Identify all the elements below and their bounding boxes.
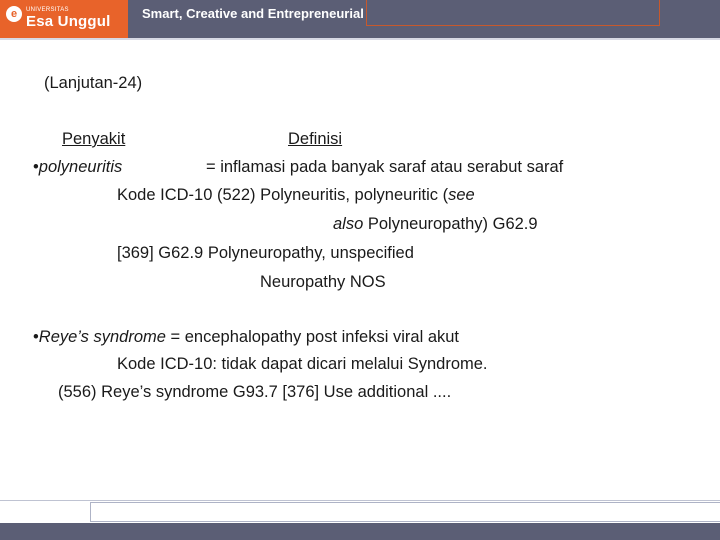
icd-code-line-2	[333, 214, 538, 234]
icd-code-line-2-text: Polyneuropathy) G62.9	[363, 215, 538, 233]
definition-reye-syndrome: = encephalopathy post infeksi viral akut	[165, 328, 460, 346]
bullet: •	[33, 328, 39, 346]
slide-subtitle: (Lanjutan-24)	[44, 74, 143, 92]
reye-icd-line-1: Kode ICD-10: tidak dapat dicari melalui Syndrome.	[117, 355, 488, 373]
column-header-penyakit	[62, 129, 288, 149]
icd-code-line-1-text: Kode ICD-10 (522) Polyneuritis, polyneuritic (	[117, 186, 449, 204]
column-header-definisi-label: Definisi	[288, 130, 343, 148]
icd-code-line-4: Neuropathy NOS	[260, 273, 386, 291]
logo-icon: e	[6, 6, 22, 22]
logo-name: Esa Unggul	[26, 13, 111, 30]
definition-polyneuritis: = inflamasi pada banyak saraf atau serabut saraf	[206, 158, 564, 176]
term-polyneuritis: polyneuritis	[38, 158, 123, 176]
list-item-polyneuritis-term	[33, 157, 122, 177]
list-item-reye-syndrome	[33, 327, 459, 347]
icd-code-line-1	[117, 185, 475, 205]
column-header-penyakit-label: Penyakit	[62, 130, 126, 148]
see-text: see	[448, 186, 475, 204]
column-header-definisi	[288, 129, 476, 149]
tagline: Smart, Creative and Entrepreneurial	[142, 6, 364, 21]
footer-bar	[0, 523, 720, 540]
footer-frame-decoration	[90, 502, 720, 522]
also-text: also	[333, 215, 364, 233]
logo-prefix: UNIVERSITAS	[26, 7, 69, 13]
bullet: •	[33, 158, 39, 176]
footer-divider	[0, 500, 720, 501]
icd-code-line-3: [369] G62.9 Polyneuropathy, unspecified	[117, 244, 414, 262]
reye-icd-line-2: (556) Reye’s syndrome G93.7 [376] Use additional ....	[58, 383, 452, 401]
term-reye-syndrome: Reye’s syndrome	[38, 328, 166, 346]
